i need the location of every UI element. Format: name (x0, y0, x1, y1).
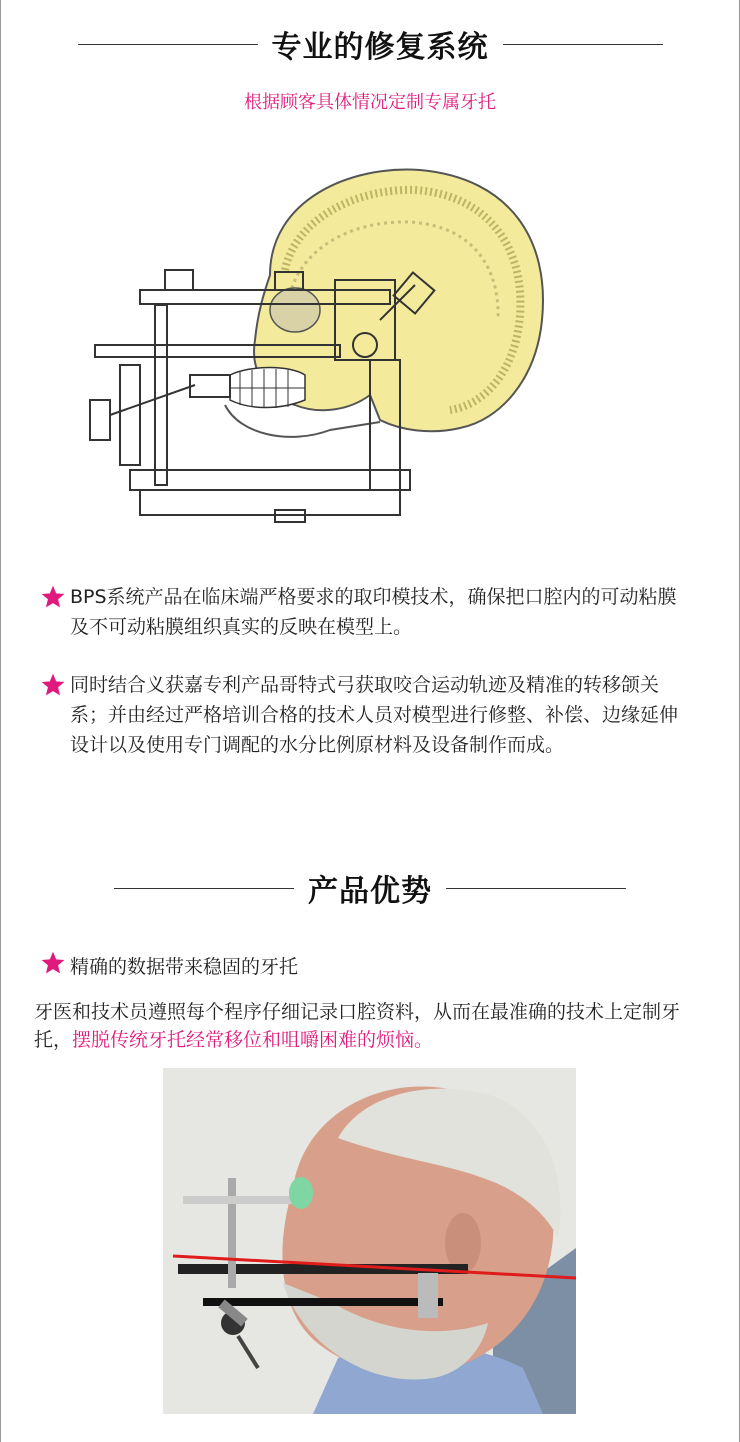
section-heading-1 (0, 22, 740, 66)
section-subtitle: 根据顾客具体情况定制专属牙托 (244, 92, 496, 113)
paragraph-text: 牙医和技术员遵照每个程序仔细记录口腔资料，从而在最准确的技术上定制牙托， (34, 1001, 681, 1051)
star-icon (40, 584, 70, 642)
heading-rule-right (446, 888, 626, 889)
articulator-skull-illustration (80, 160, 550, 530)
section-title: 产品优势 (308, 874, 432, 909)
section-title: 专业的修复系统 (271, 30, 489, 65)
section-heading-2 (0, 866, 740, 910)
feature-bullet (40, 670, 690, 760)
star-icon (40, 950, 66, 981)
advantage-heading (40, 950, 298, 981)
facebow-patient-photo (163, 1068, 576, 1414)
feature-bullet (40, 582, 690, 642)
bullet-text: BPS系统产品在临床端严格要求的取印模技术，确保把口腔内的可动粘膜及不可动粘膜组织真实的反映在模型上。 (70, 586, 677, 638)
advantage-title: 精确的数据带来稳固的牙托 (70, 956, 299, 978)
advantage-paragraph (34, 998, 714, 1054)
heading-rule-left (114, 888, 294, 889)
heading-rule-left (78, 44, 258, 45)
heading-rule-right (503, 44, 663, 45)
bullet-text: 同时结合义获嘉专利产品哥特式弓获取咬合运动轨迹及精准的转移颌关系；并由经过严格培训合格的技术人员对模型进行修整、补偿、边缘延伸设计以及使用专门调配的水分比例原材料及设备制作而成。 (70, 674, 679, 756)
star-icon (40, 672, 70, 760)
paragraph-highlight: 摆脱传统牙托经常移位和咀嚼困难的烦恼。 (72, 1029, 434, 1051)
